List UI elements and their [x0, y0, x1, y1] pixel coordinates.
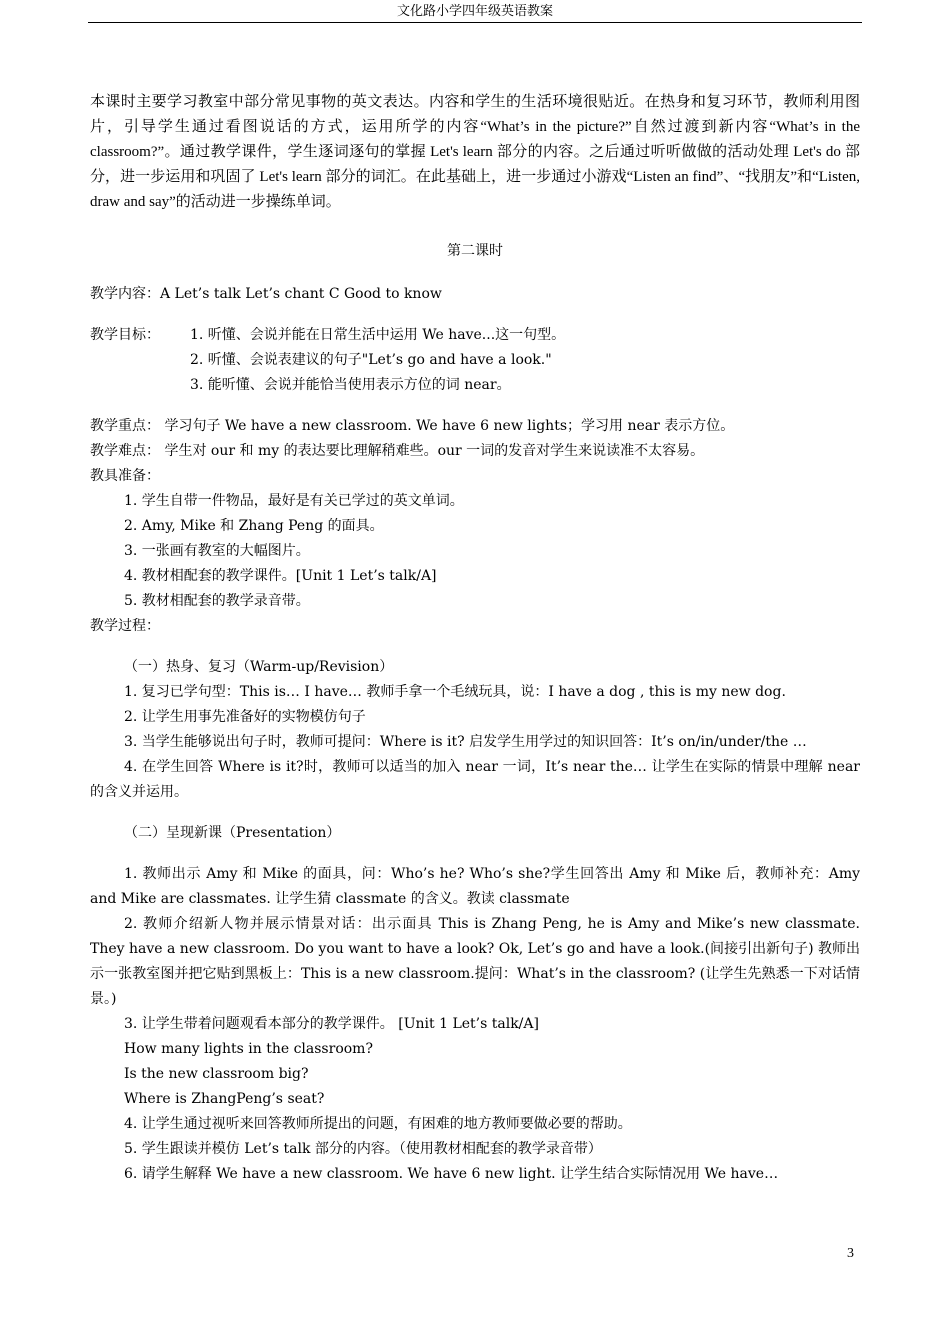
warmup-item: 3. 当学生能够说出句子时，教师可提问：Where is it? 启发学生用学过的知识回答：It’s on/in/under/the … [124, 734, 807, 750]
intro-paragraph: 本课时主要学习教室中部分常见事物的英文表达。内容和学生的生活环境很贴近。在热身和复习环节，教师利用图片，引导学生通过看图说话的方式，运用所学的内容“What’s in the picture?”自然过渡到新内容“What’s in the classroom?”。通过教学课件，学生逐词逐句的掌握 Let's learn 部分的内容。之后通过听听做做的活动处理 Let's do 部分，进一步运用和巩固了 Let's learn 部分的词汇。在此基础上，进一步通过小游戏“Listen an find”、“找朋友”和“Listen, draw and say”的活动进一步操练单词。 [90, 94, 860, 210]
warmup-item: 4. 在学生回答 Where is it?时，教师可以适当的加入 near 一词，It’s near the… 让学生在实际的情景中理解 near 的含义并运用。 [90, 759, 860, 800]
warmup-title: （一）热身、复习（Warm-up/Revision） [124, 659, 394, 675]
teaching-content [90, 282, 860, 307]
goal-item: 2. 听懂、会说表建议的句子"Let’s go and have a look." [190, 352, 552, 368]
teaching-goals [90, 323, 860, 398]
key-point: 教学重点： 学习句子 We have a new classroom. We have 6 new lights；学习用 near 表示方位。 [90, 418, 735, 434]
section-title: 第二课时 [447, 243, 503, 259]
goal-item: 1. 听懂、会说并能在日常生活中运用 We have...这一句型。 [190, 327, 566, 343]
goal-item: 3. 能听懂、会说并能恰当使用表示方位的词 near。 [190, 377, 511, 393]
material-item: 3. 一张画有教室的大幅图片。 [124, 543, 310, 559]
warmup-item: 2. 让学生用事先准备好的实物模仿句子 [124, 709, 366, 725]
process-label: 教学过程： [90, 618, 160, 634]
presentation-item: 4. 让学生通过视听来回答教师所提出的问题，有困难的地方教师要做必要的帮助。 [124, 1116, 632, 1132]
document-body [90, 90, 860, 1187]
presentation-item: 6. 请学生解释 We have a new classroom. We have 6 new light. 让学生结合实际情况用 We have… [124, 1166, 779, 1182]
page-number: 3 [847, 1246, 854, 1261]
material-item: 4. 教材相配套的教学课件。[Unit 1 Let’s talk/A] [124, 568, 437, 584]
presentation-item: 2. 教师介绍新人物并展示情景对话：出示面具 This is Zhang Peng, he is Amy and Mike’s new classmate. They have a new classroom. Do you want to have a look? Ok, Let’s go and have a look.(间接引出新句子) 教师出示一张教室图并把它贴到黑板上：This is a new classroom.提问：What’s in the classroom? (让学生先熟悉一下对话情景。) [90, 916, 860, 1007]
question-item: Where is ZhangPeng’s seat? [124, 1091, 325, 1107]
presentation-title: （二）呈现新课（Presentation） [124, 825, 341, 841]
material-item: 1. 学生自带一件物品，最好是有关已学过的英文单词。 [124, 493, 464, 509]
page-header: 文化路小学四年级英语教案 [88, 4, 862, 23]
material-item: 2. Amy, Mike 和 Zhang Peng 的面具。 [124, 518, 384, 534]
teaching-content-label: 教学内容： [90, 286, 160, 302]
question-item: How many lights in the classroom? [124, 1041, 373, 1057]
presentation-item: 1. 教师出示 Amy 和 Mike 的面具，问：Who’s he? Who’s she?学生回答出 Amy 和 Mike 后，教师补充：Amy and Mike are classmates. 让学生猜 classmate 的含义。教读 classmate [90, 866, 860, 907]
teaching-content-text: A Let’s talk Let’s chant C Good to know [160, 286, 442, 302]
difficulty: 教学难点： 学生对 our 和 my 的表达要比理解稍难些。our 一词的发音对学生来说读准不太容易。 [90, 443, 705, 459]
presentation-item: 3. 让学生带着问题观看本部分的教学课件。 [Unit 1 Let’s talk/A] [124, 1016, 539, 1032]
warmup-item: 1. 复习已学句型：This is… I have… 教师手拿一个毛绒玩具，说：I have a dog , this is my new dog. [124, 684, 786, 700]
teaching-goals-label: 教学目标： [90, 327, 160, 343]
materials-label: 教具准备： [90, 468, 160, 484]
question-item: Is the new classroom big? [124, 1066, 309, 1082]
presentation-item: 5. 学生跟读并模仿 Let’s talk 部分的内容。（使用教材相配套的教学录音带） [124, 1141, 602, 1157]
material-item: 5. 教材相配套的教学录音带。 [124, 593, 310, 609]
